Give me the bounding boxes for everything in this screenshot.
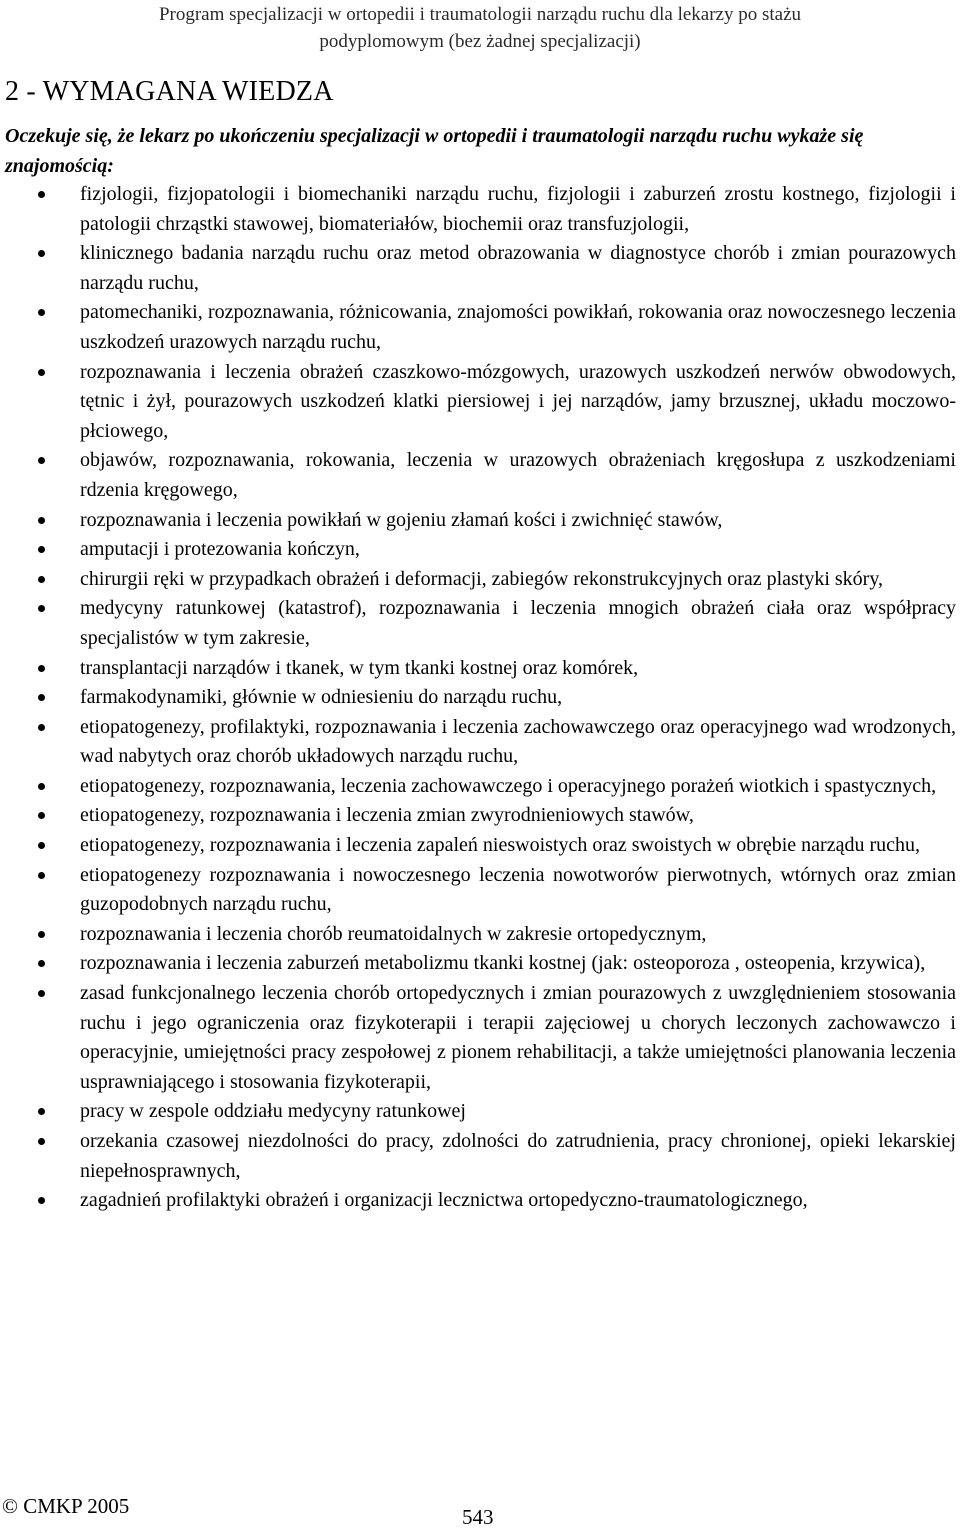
header-line-1: Program specjalizacji w ortopedii i traumatologii narządu ruchu dla lekarzy po stażu	[158, 4, 802, 25]
list-item: etiopatogenezy, rozpoznawania i leczenia zapaleń nieswoistych oraz swoistych w obrębie narządu ruchu,	[0, 831, 956, 861]
intro-paragraph: Oczekuje się, że lekarz po ukończeniu specjalizacji w ortopedii i traumatologii narządu ruchu wykaże się znajomością:	[5, 125, 864, 177]
list-item: patomechaniki, rozpoznawania, różnicowania, znajomości powikłań, rokowania oraz nowoczesnego leczenia uszkodzeń urazowych narządu ruchu,	[0, 298, 956, 357]
list-item: etiopatogenezy, profilaktyki, rozpoznawania i leczenia zachowawczego oraz operacyjnego wad wrodzonych, wad nabytych oraz chorób układowych narządu ruchu,	[0, 713, 956, 772]
list-item: rozpoznawania i leczenia chorób reumatoidalnych w zakresie ortopedycznym,	[0, 920, 956, 950]
list-item: rozpoznawania i leczenia zaburzeń metabolizmu tkanki kostnej (jak: osteoporoza , osteopenia, krzywica),	[0, 949, 956, 979]
list-item: farmakodynamiki, głównie w odniesieniu do narządu ruchu,	[0, 683, 956, 713]
list-item: amputacji i protezowania kończyn,	[0, 535, 956, 565]
list-item: objawów, rozpoznawania, rokowania, leczenia w urazowych obrażeniach kręgosłupa z uszkodzeniami rdzenia kręgowego,	[0, 446, 956, 505]
list-item: transplantacji narządów i tkanek, w tym tkanki kostnej oraz komórek,	[0, 654, 956, 684]
list-item: rozpoznawania i leczenia obrażeń czaszkowo-mózgowych, urazowych uszkodzeń nerwów obwodowych, tętnic i żył, pourazowych uszkodzeń klatki piersiowej i jej narządów, jamy brzusznej, układu moczowo-płciowego,	[0, 358, 956, 447]
list-item: pracy w zespole oddziału medycyny ratunkowej	[0, 1097, 956, 1127]
list-item: rozpoznawania i leczenia powikłań w gojeniu złamań kości i zwichnięć stawów,	[0, 506, 956, 536]
list-item: fizjologii, fizjopatologii i biomechaniki narządu ruchu, fizjologii i zaburzeń zrostu kostnego, fizjologii i patologii chrząstki stawowej, biomateriałów, biochemii oraz transfuzjologii,	[0, 180, 956, 239]
list-item: zasad funkcjonalnego leczenia chorób ortopedycznych i zmian pourazowych z uwzględnieniem stosowania ruchu i jego ograniczenia oraz fizykoterapii i terapii zajęciowej u chorych leczonych zachowawczo i operacyjnie, umiejętności pracy zespołowej z pionem rehabilitacji, a także umiejętności planowania leczenia usprawniającego i stosowania fizykoterapii,	[0, 979, 956, 1097]
list-item: etiopatogenezy, rozpoznawania i leczenia zmian zwyrodnieniowych stawów,	[0, 801, 956, 831]
knowledge-list	[0, 180, 956, 1216]
list-item: klinicznego badania narządu ruchu oraz metod obrazowania w diagnostyce chorób i zmian pourazowych narządu ruchu,	[0, 239, 956, 298]
list-item: etiopatogenezy rozpoznawania i nowoczesnego leczenia nowotworów pierwotnych, wtórnych oraz zmian guzopodobnych narządu ruchu,	[0, 861, 956, 920]
page-header	[0, 0, 960, 55]
list-item: medycyny ratunkowej (katastrof), rozpoznawania i leczenia mnogich obrażeń ciała oraz współpracy specjalistów w tym zakresie,	[0, 594, 956, 653]
list-item: orzekania czasowej niezdolności do pracy, zdolności do zatrudnienia, pracy chronionej, opieki lekarskiej niepełnosprawnych,	[0, 1127, 956, 1186]
list-item: etiopatogenezy, rozpoznawania, leczenia zachowawczego i operacyjnego porażeń wiotkich i spastycznych,	[0, 772, 956, 802]
header-line-2: podyplomowym (bez żadnej specjalizacji)	[319, 31, 641, 52]
section-title: 2 - WYMAGANA WIEDZA	[5, 76, 334, 107]
list-item: zagadnień profilaktyki obrażeń i organizacji lecznictwa ortopedyczno-traumatologicznego,	[0, 1186, 956, 1216]
page-number: 543	[462, 1505, 494, 1529]
list-item: chirurgii ręki w przypadkach obrażeń i deformacji, zabiegów rekonstrukcyjnych oraz plastyki skóry,	[0, 565, 956, 595]
footer-copyright: © CMKP 2005	[2, 1494, 130, 1518]
